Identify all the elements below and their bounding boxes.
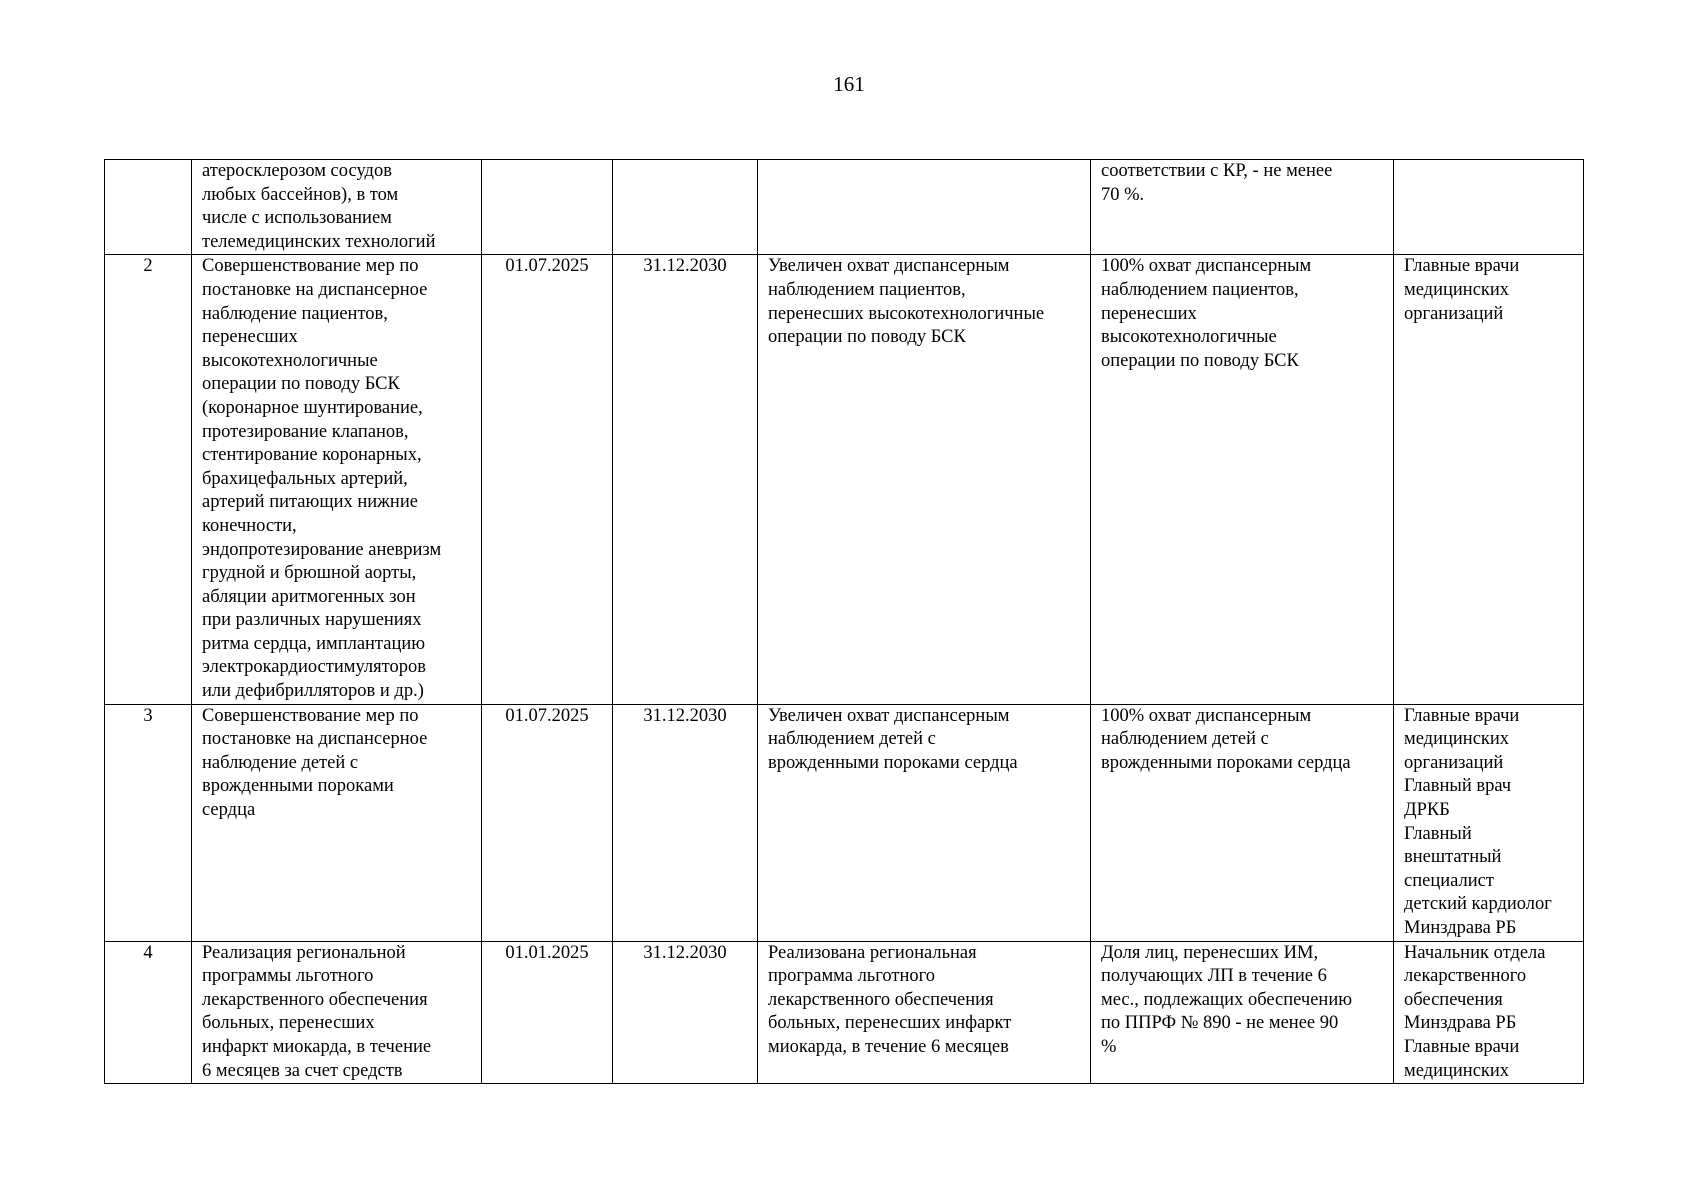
table-row (105, 255, 1584, 704)
result-cell (758, 704, 1091, 941)
measure-text: Совершенствование мер по постановке на диспансерное наблюдение пациентов, перенесших высокотехнологичные операции по поводу БСК (коронарное шунтирование, протезирование клапанов, стентирование коронарных, брахицефальных артерий, артерий питающих нижние конечности, эндопротезирование аневризм грудной и брюшной аорты, абляции аритмогенных зон при различных нарушениях ритма сердца, имплантацию электрокардиостимуляторов или дефибрилляторов и др.) (202, 256, 442, 702)
measure-cell (192, 160, 482, 255)
responsible-cell (1394, 941, 1584, 1084)
indicator-text: Доля лиц, перенесших ИМ, получающих ЛП в течение 6 мес., подлежащих обеспечению по ППРФ № 890 - не менее 90 % (1101, 942, 1353, 1057)
table-row (105, 941, 1584, 1084)
measure-text: Совершенствование мер по постановке на диспансерное наблюдение детей с врожденными пороками сердца (202, 705, 428, 821)
indicator-cell (1091, 941, 1394, 1084)
row-number: 4 (105, 941, 192, 1084)
measure-cell (192, 704, 482, 941)
start-date: 01.07.2025 (482, 255, 613, 704)
responsible-text: Главные врачи медицинских организаций (1404, 256, 1520, 324)
measure-text: атеросклерозом сосудов любых бассейнов), в том числе с использованием телемедицинских технологий (202, 161, 436, 252)
responsible-text: Главные врачи медицинских организаций Главный врач ДРКБ Главный внештатный специалист детский кардиолог Минздрава РБ (1404, 705, 1552, 938)
responsible-cell (1394, 704, 1584, 941)
indicator-text: 100% охват диспансерным наблюдением пациентов, перенесших высокотехнологичные операции по поводу БСК (1101, 256, 1312, 371)
result-cell (758, 255, 1091, 704)
indicator-text: соответствии с КР, - не менее 70 %. (1101, 161, 1333, 205)
end-date: 31.12.2030 (613, 941, 758, 1084)
result-text: Увеличен охват диспансерным наблюдением детей с врожденными пороками сердца (768, 705, 1018, 773)
page-number: 161 (833, 72, 865, 96)
table-row (105, 704, 1584, 941)
responsible-cell (1394, 160, 1584, 255)
indicator-cell (1091, 255, 1394, 704)
row-number (105, 160, 192, 255)
start-date (482, 160, 613, 255)
start-date: 01.07.2025 (482, 704, 613, 941)
measure-text: Реализация региональной программы льготного лекарственного обеспечения больных, перенесших инфаркт миокарда, в течение 6 месяцев за счет средств (202, 942, 432, 1081)
result-text: Увеличен охват диспансерным наблюдением пациентов, перенесших высокотехнологичные операции по поводу БСК (768, 256, 1045, 348)
indicator-cell (1091, 160, 1394, 255)
indicator-cell (1091, 704, 1394, 941)
end-date: 31.12.2030 (613, 255, 758, 704)
indicator-text: 100% охват диспансерным наблюдением детей с врожденными пороками сердца (1101, 705, 1351, 773)
end-date (613, 160, 758, 255)
start-date: 01.01.2025 (482, 941, 613, 1084)
measures-table (104, 159, 1584, 1084)
result-cell (758, 160, 1091, 255)
table-row (105, 160, 1584, 255)
row-number: 3 (105, 704, 192, 941)
result-cell (758, 941, 1091, 1084)
row-number: 2 (105, 255, 192, 704)
measure-cell (192, 255, 482, 704)
end-date: 31.12.2030 (613, 704, 758, 941)
responsible-cell (1394, 255, 1584, 704)
result-text: Реализована региональная программа льготного лекарственного обеспечения больных, перенесших инфаркт миокарда, в течение 6 месяцев (768, 942, 1012, 1057)
measure-cell (192, 941, 482, 1084)
responsible-text: Начальник отдела лекарственного обеспечения Минздрава РБ Главные врачи медицинских (1404, 942, 1546, 1081)
